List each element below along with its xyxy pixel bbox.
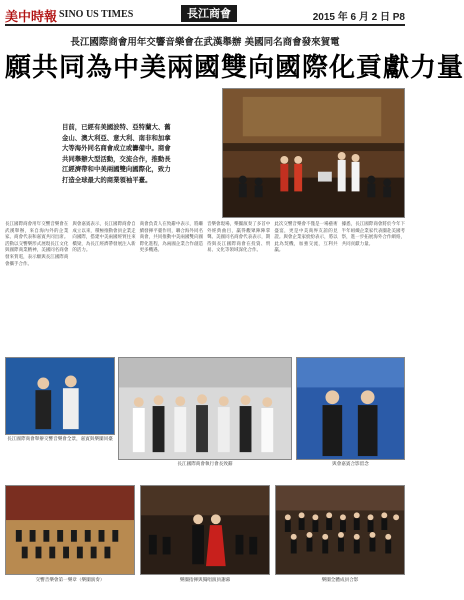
subheadline: 長江國際商會用年交響音樂會在武漢舉辦 美國同名商會發來賀電	[70, 37, 340, 48]
body-column: 商會負責人在致辭中表示，將繼續發揮平臺作用，聯合海外同名商會，共同推動中美兩國雙向國際化進程，為兩國企業合作創造更多機遇。	[139, 222, 203, 254]
body-column: 長江國際商會用年交響音樂會在武漢舉辦，來自海內外的企業家、商會代表和嘉賓共同出席。活動以交響樂形式展現長江文化與國際商業精神，美國同名商會發來賀電，表示願與長江國際商會攜手合作。	[5, 222, 69, 267]
lead-paragraph: 目前，已經有美國波特、亞特蘭大、舊金山、澳大利亞、意大利、南非和加拿大等海外同名商會成立或籌備中。商會共同舉辦大型活動，交流合作，推動長江經濟帶和中美兩國雙向國際化，致力打造全球最大的商業領袖平臺。	[62, 123, 171, 184]
photo-caption: 樂團指揮與獨唱演員謝幕	[179, 578, 231, 583]
photo-caption: 與會嘉賓合影留念	[332, 462, 369, 467]
issue-date: 2015 年 6 月 2 日 P8	[312, 12, 405, 23]
photo-conductor-soloist	[140, 485, 270, 575]
photo-orchestra-stage	[5, 485, 135, 575]
headline: 願共同為中美兩國雙向國際化貢獻力量	[5, 53, 464, 83]
body-column: 此次交響音樂會不僅是一場藝術盛宴，更是中美商界友誼的見證。與會企業家紛紛表示，將以此為契機，加強交流，互利共贏。	[274, 222, 338, 254]
newspaper-english-name: SINO US TIMES	[59, 9, 134, 20]
photo-caption: 樂團全體成員合影	[321, 578, 359, 583]
body-column: 據悉，長江國際商會將於今年下半年組織企業家代表團赴美國考察，進一步拓展海外合作網絡，共同貢獻力量。	[341, 222, 405, 247]
photo-caption: 長江國際商會舉辦交響音樂會全景，嘉賓與樂團同臺	[7, 437, 113, 442]
body-column: 與會嘉賓表示，長江國際商會自成立以來，積極推動會員企業走向國際，搭建中美兩國經貿往來橋梁，為長江經濟帶發展注入新的活力。	[72, 222, 136, 254]
photo-partners	[296, 357, 405, 460]
newspaper-brand: 美中時報	[5, 10, 58, 25]
section-label: 長江商會	[181, 5, 237, 22]
photo-caption: 交響音樂會第一樂章（樂團演奏）	[35, 578, 105, 583]
photo-event-crowd	[118, 357, 292, 460]
masthead	[5, 4, 405, 26]
photo-caption: 長江國際商會執行會長致辭	[177, 462, 233, 467]
photo-guests	[5, 357, 115, 435]
article-body	[5, 222, 405, 340]
body-column: 音樂會現場，樂團演奏了多首中外經典曲目，贏得觀眾陣陣掌聲。美國同名商會代表表示，期待與長江國際商會在投資、貿易、文化等領域深化合作。	[206, 222, 271, 254]
main-concert-photo	[222, 88, 405, 218]
photo-orchestra-group	[275, 485, 405, 575]
